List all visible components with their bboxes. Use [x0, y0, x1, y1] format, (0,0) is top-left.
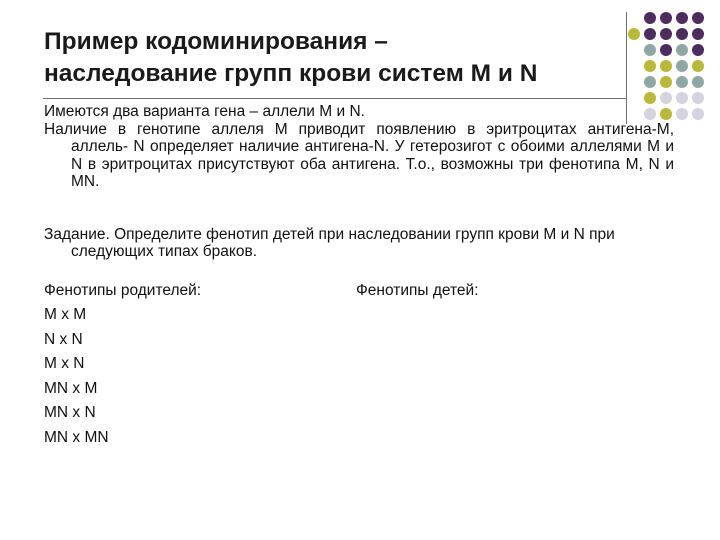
- decor-dot: [660, 12, 672, 24]
- explanation-paragraph: Наличие в генотипе аллеля М приводит появлению в эритроцитах антигена-М, аллель- N определяет наличие антигена-N. У гетерозигот с обоими аллелями М и N в эритроцитах присутствуют оба антигена. Т.о., возможны три фенотипа М, N и МN.: [44, 120, 674, 190]
- decor-dot: [692, 28, 704, 40]
- decor-dot: [692, 12, 704, 24]
- decor-dot: [644, 28, 656, 40]
- spacer: [44, 191, 674, 226]
- intro-paragraph: Имеются два варианта гена – аллели М и N.: [44, 103, 365, 120]
- decor-dot: [692, 44, 704, 56]
- cross-item: N x N: [44, 330, 83, 348]
- decor-dot: [676, 76, 688, 88]
- phenotype-headers: [44, 278, 674, 303]
- decor-dot: [660, 60, 672, 72]
- parents-header: Фенотипы родителей:: [44, 282, 202, 299]
- crosses-list: [44, 303, 674, 450]
- title-horizontal-rule: [43, 98, 627, 99]
- decor-dot: [644, 60, 656, 72]
- decor-dot: [644, 12, 656, 24]
- decor-dot: [660, 28, 672, 40]
- decor-dot: [676, 60, 688, 72]
- decor-dot: [628, 28, 640, 40]
- decor-dot: [660, 76, 672, 88]
- decor-dot: [692, 76, 704, 88]
- decor-dot: [676, 92, 688, 104]
- children-header: Фенотипы детей:: [356, 282, 479, 299]
- decor-dot: [692, 108, 704, 120]
- cross-item: MN x MN: [44, 428, 109, 446]
- spacer: [44, 261, 674, 279]
- decor-dot: [660, 44, 672, 56]
- decor-dot: [644, 76, 656, 88]
- decor-dot: [644, 44, 656, 56]
- decor-dot: [692, 92, 704, 104]
- cross-item: M x M: [44, 306, 87, 323]
- decor-dot: [676, 108, 688, 120]
- decor-dot: [676, 12, 688, 24]
- title-line-1: Пример кодоминирования –: [44, 28, 388, 55]
- cross-item: M x N: [44, 355, 85, 372]
- decor-dot: [676, 28, 688, 40]
- title-line-2: наследование групп крови систем М и N: [44, 60, 538, 87]
- cross-item: MN x M: [44, 379, 98, 397]
- cross-item: MN x N: [44, 404, 96, 421]
- slide-title: [44, 26, 624, 90]
- task-paragraph: Задание. Определите фенотип детей при наследовании групп крови М и N при следующих типах браков.: [44, 225, 615, 260]
- decor-dot: [676, 44, 688, 56]
- slide-body: [44, 103, 674, 450]
- decor-dot: [692, 60, 704, 72]
